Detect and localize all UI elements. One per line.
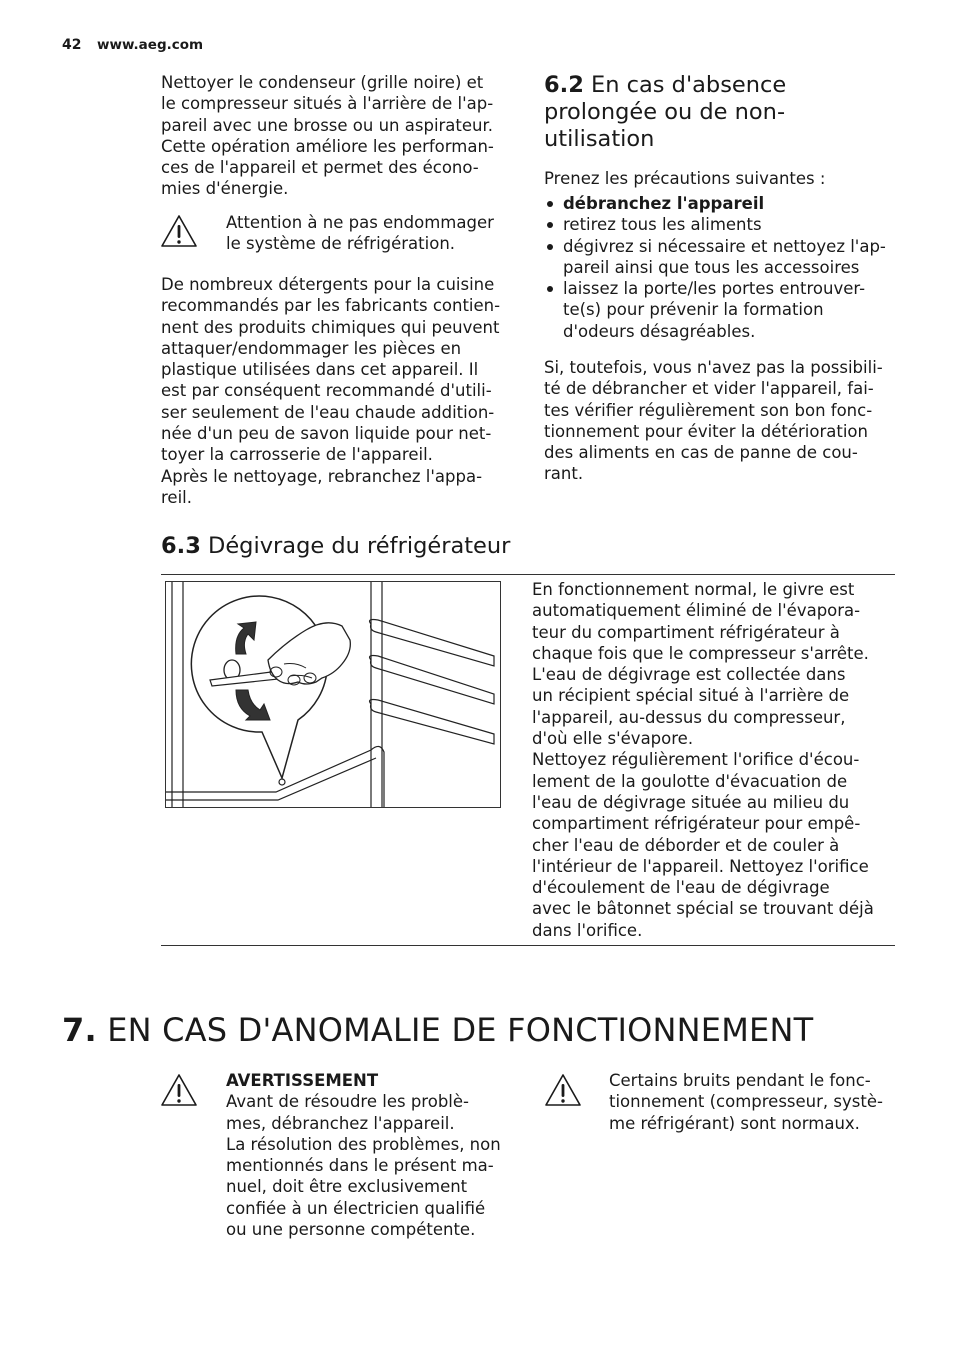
warning-triangle-icon: [160, 1073, 198, 1107]
section-6-3-title: Dégivrage du réfrigérateur: [208, 533, 511, 559]
chapter-7-number: 7.: [62, 1011, 97, 1049]
list-item: laissez la porte/les portes entrouver- te(s) pour prévenir la formation d'odeurs désagréables.: [544, 278, 899, 342]
warning-triangle-icon: [160, 214, 198, 248]
warning-right-text: Certains bruits pendant le fonc- tionnement (compresseur, systè- me réfrigérant) sont normaux.: [609, 1071, 883, 1133]
warning-left: [226, 1070, 521, 1240]
section-6-3-number: 6.3: [161, 533, 201, 559]
defrost-drawing: [166, 582, 500, 807]
section-6-3-bottom-rule: [161, 945, 895, 946]
detergent-paragraph: De nombreux détergents pour la cuisine recommandés par les fabricants contien- nent des produits chimiques qui peuvent attaquer/endommager les pièces en plastique utilisées dans cet appareil. Il est par conséquent recommandé d'utili- ser seulement de l'eau chaude addition- née d'un peu de savon liquide pour net- toyer la carrosserie de l'appareil. Après le nettoyage, rebranchez l'appa- reil.: [161, 275, 501, 507]
section-6-2-title: En cas d'absence prolongée ou de non- utilisation: [544, 72, 787, 152]
page-number: 42: [62, 37, 82, 53]
list-item: retirez tous les aliments: [544, 214, 899, 235]
warning-text: Attention à ne pas endommager le système de réfrigération.: [226, 213, 494, 254]
warning-left-title: AVERTISSEMENT: [226, 1071, 379, 1090]
warning-left-text: Avant de résoudre les problè- mes, débranchez l'appareil. La résolution des problèmes, non mentionnés dans le présent ma- nuel, doit être exclusivement confiée à un électricien qualifié ou une personne compétente.: [226, 1092, 501, 1240]
section-6-3-top-rule: [161, 574, 895, 575]
section-6-2-number: 6.2: [544, 72, 584, 98]
section-6-2-closing: Si, toutefois, vous n'avez pas la possibili- té de débrancher et vider l'appareil, fai- tes vérifier régulièrement son bon fonc- tionnement pour éviter la détérioration des aliments en cas de panne de cou- rant.: [544, 358, 883, 484]
page-url: www.aeg.com: [97, 37, 204, 53]
list-item: débranchez l'appareil: [544, 193, 899, 214]
defrost-illustration: [165, 581, 501, 808]
chapter-7-heading: [62, 1011, 922, 1049]
section-6-3-text: En fonctionnement normal, le givre est automatiquement éliminé de l'évapora- teur du compartiment réfrigérateur à chaque fois que le compresseur s'arrête. L'eau de dégivrage est collectée dans un récipient spécial situé à l'arrière de l'appareil, au-dessus du compresseur, d'où elle s'évapore. Nettoyez régulièrement l'orifice d'écou- lement de la goulotte d'évacuation de l'eau de dégivrage située au milieu du compartiment réfrigérateur pour empê- cher l'eau de déborder et de couler à l'intérieur de l'appareil. Nettoyez l'orifice d'écoulement de l'eau de dégivrage avec le bâtonnet spécial se trouvant déjà dans l'orifice.: [532, 580, 874, 940]
section-6-2-intro: Prenez les précautions suivantes :: [544, 169, 826, 188]
section-6-2-heading: [544, 72, 894, 153]
list-item: dégivrez si nécessaire et nettoyez l'ap- pareil ainsi que tous les accessoires: [544, 236, 899, 279]
precautions-list: [544, 193, 899, 342]
chapter-7-title: EN CAS D'ANOMALIE DE FONCTIONNEMENT: [107, 1011, 814, 1049]
warning-triangle-icon: [544, 1073, 582, 1107]
intro-paragraph: Nettoyer le condenseur (grille noire) et le compresseur situés à l'arrière de l'ap- pareil avec une brosse ou un aspirateur. Cette opération améliore les performan- ces de l'appareil et permet des écono- mies d'énergie.: [161, 73, 494, 199]
section-6-3-heading: [161, 533, 661, 560]
